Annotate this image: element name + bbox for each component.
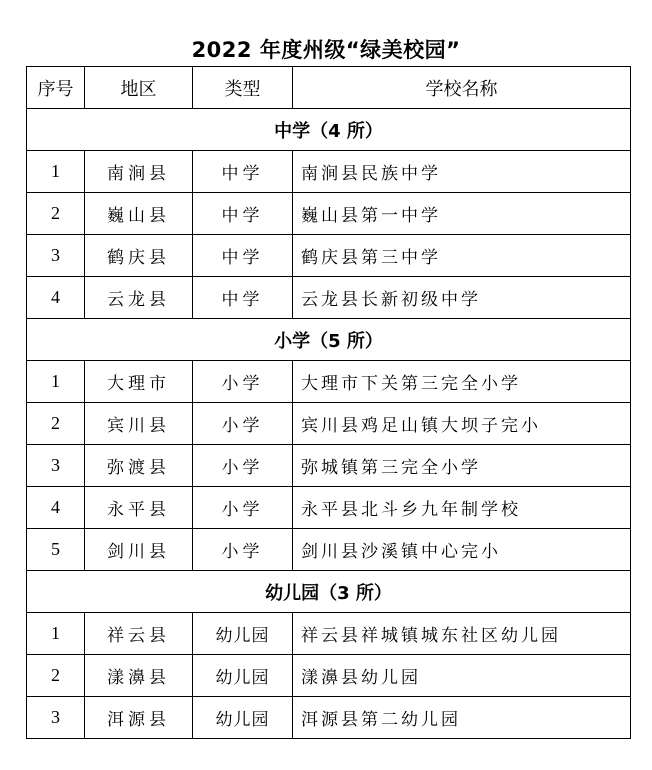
header-index: 序号 xyxy=(27,67,85,109)
section-label-middle: 中学（4 所） xyxy=(27,109,631,151)
cell-school: 南涧县民族中学 xyxy=(293,151,631,193)
section-label-primary: 小学（5 所） xyxy=(27,319,631,361)
table-row xyxy=(27,487,631,529)
table-row xyxy=(27,529,631,571)
cell-index: 2 xyxy=(27,193,85,235)
table-row xyxy=(27,235,631,277)
header-region: 地区 xyxy=(85,67,193,109)
cell-index: 2 xyxy=(27,655,85,697)
cell-region: 大理市 xyxy=(85,361,193,403)
cell-region: 洱源县 xyxy=(85,697,193,739)
schools-table xyxy=(26,66,631,739)
cell-type: 中学 xyxy=(193,193,293,235)
cell-index: 3 xyxy=(27,445,85,487)
cell-type: 中学 xyxy=(193,277,293,319)
cell-school: 洱源县第二幼儿园 xyxy=(293,697,631,739)
cell-school: 大理市下关第三完全小学 xyxy=(293,361,631,403)
cell-index: 1 xyxy=(27,361,85,403)
cell-region: 巍山县 xyxy=(85,193,193,235)
cell-region: 漾濞县 xyxy=(85,655,193,697)
page-title: 2022 年度州级“绿美校园” xyxy=(191,38,461,62)
section-row-middle xyxy=(27,109,631,151)
cell-school: 剑川县沙溪镇中心完小 xyxy=(293,529,631,571)
cell-type: 小学 xyxy=(193,403,293,445)
header-school: 学校名称 xyxy=(293,67,631,109)
cell-type: 中学 xyxy=(193,151,293,193)
cell-school: 永平县北斗乡九年制学校 xyxy=(293,487,631,529)
table-row xyxy=(27,445,631,487)
cell-type: 小学 xyxy=(193,445,293,487)
cell-index: 1 xyxy=(27,613,85,655)
table-row xyxy=(27,655,631,697)
cell-school: 鹤庆县第三中学 xyxy=(293,235,631,277)
table-row xyxy=(27,277,631,319)
cell-index: 4 xyxy=(27,487,85,529)
table-row xyxy=(27,361,631,403)
cell-index: 1 xyxy=(27,151,85,193)
cell-index: 2 xyxy=(27,403,85,445)
cell-type: 小学 xyxy=(193,361,293,403)
cell-region: 南涧县 xyxy=(85,151,193,193)
cell-region: 鹤庆县 xyxy=(85,235,193,277)
cell-school: 祥云县祥城镇城东社区幼儿园 xyxy=(293,613,631,655)
table-row xyxy=(27,193,631,235)
cell-region: 弥渡县 xyxy=(85,445,193,487)
cell-type: 幼儿园 xyxy=(193,697,293,739)
table-header-row xyxy=(27,67,631,109)
cell-type: 幼儿园 xyxy=(193,655,293,697)
cell-index: 4 xyxy=(27,277,85,319)
cell-region: 云龙县 xyxy=(85,277,193,319)
cell-school: 宾川县鸡足山镇大坝子完小 xyxy=(293,403,631,445)
cell-index: 3 xyxy=(27,697,85,739)
table-row xyxy=(27,613,631,655)
cell-region: 宾川县 xyxy=(85,403,193,445)
section-row-kindergarten xyxy=(27,571,631,613)
cell-type: 小学 xyxy=(193,487,293,529)
cell-school: 弥城镇第三完全小学 xyxy=(293,445,631,487)
cell-index: 3 xyxy=(27,235,85,277)
cell-type: 中学 xyxy=(193,235,293,277)
section-label-kindergarten: 幼儿园（3 所） xyxy=(27,571,631,613)
cell-region: 永平县 xyxy=(85,487,193,529)
table-row xyxy=(27,403,631,445)
cell-index: 5 xyxy=(27,529,85,571)
cell-region: 祥云县 xyxy=(85,613,193,655)
table-row xyxy=(27,151,631,193)
cell-region: 剑川县 xyxy=(85,529,193,571)
cell-type: 小学 xyxy=(193,529,293,571)
cell-school: 云龙县长新初级中学 xyxy=(293,277,631,319)
header-type: 类型 xyxy=(193,67,293,109)
cell-type: 幼儿园 xyxy=(193,613,293,655)
section-row-primary xyxy=(27,319,631,361)
cell-school: 漾濞县幼儿园 xyxy=(293,655,631,697)
cell-school: 巍山县第一中学 xyxy=(293,193,631,235)
table-row xyxy=(27,697,631,739)
